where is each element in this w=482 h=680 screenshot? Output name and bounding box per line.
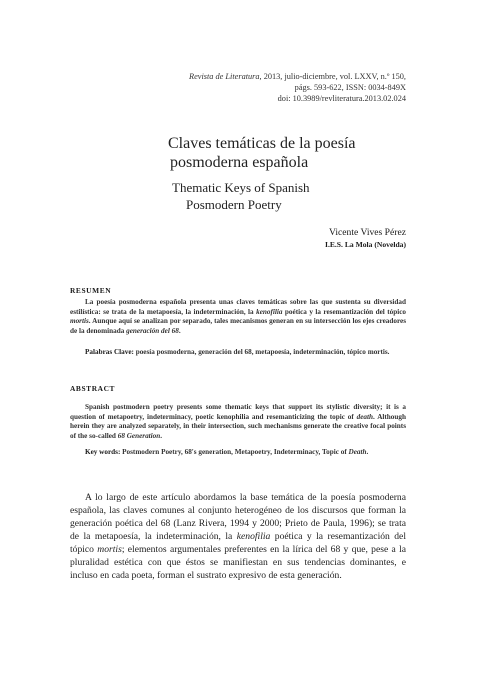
abstract-italic-1: death (356, 412, 373, 421)
title-spanish-line-1: Claves temáticas de la poesía (168, 135, 356, 152)
abstract-text-3: . (160, 431, 163, 440)
resumen-text-4: . (178, 326, 181, 335)
title-english (172, 180, 372, 213)
abstract-text-2: . Although herein they are analyzed separately, in their intersection, such mechanisms generate the creative focal points of the so-called (70, 412, 406, 440)
body-italic-2: mortis (97, 544, 122, 555)
abstract-text (70, 403, 406, 441)
author-block (325, 226, 406, 250)
abstract-heading: ABSTRACT (70, 384, 116, 393)
resumen-italic-2: mortis (70, 317, 89, 326)
resumen-text-1: La poesía posmoderna española presenta unas claves temáticas sobre las que sustenta su diversidad estilística: se trata de la metapoesía, la indeterminación, la (70, 298, 406, 316)
resumen-italic-1: kenofilia (256, 307, 283, 316)
author-name: Vicente Vives Pérez (329, 227, 406, 238)
title-spanish-line-2: posmoderna española (170, 153, 309, 171)
body-paragraph (70, 491, 406, 582)
abstract-italic-2: 68 Generation (117, 431, 161, 440)
title-english-line-2: Posmodern Poetry (186, 196, 282, 212)
title-spanish (168, 135, 408, 172)
resumen-keywords-label: Palabras Clave: (85, 348, 134, 356)
abstract-keywords-label: Key words: (85, 448, 121, 456)
body-italic-1: kenofilia (236, 531, 271, 542)
resumen-italic-3: generación del 68 (126, 326, 179, 335)
journal-name: Revista de Literatura (189, 72, 260, 81)
resumen-heading: RESUMEN (70, 286, 112, 295)
citation-line-1 (76, 71, 406, 82)
citation-details: , 2013, julio-diciembre, vol. LXXV, n.º 150, (259, 72, 406, 81)
body-text-3: ; elementos argumentales preferentes en la lírica del 68 y que, pese a la pluralidad estética con que éstos se manifiestan en sus tendencias dominantes, e incluso en cada poeta, forman el sustrato expresivo de esta generación. (70, 544, 406, 581)
resumen-text (70, 298, 406, 336)
resumen-keywords-text: poesía posmoderna, generación del 68, metapoesía, indeterminación, tópico mortis. (133, 348, 390, 356)
abstract-keywords-italic: Death (348, 448, 367, 456)
body-text-1: A lo largo de este artículo abordamos la base temática de la poesía posmoderna española, las claves comunes al conjunto heterogéneo de los discursos que forman la generación poética del 68 (Lanz Rivera, 1994 y 2000; Prieto de Paula, 1996); se trata de la metapoesía, la indeterminación, la (70, 492, 406, 542)
abstract-keywords (70, 448, 406, 458)
resumen-keywords (70, 348, 406, 358)
author-affiliation: I.E.S. La Mola (Novelda) (324, 240, 406, 249)
citation-pages: págs. 593-622, ISSN: 0034-849X (294, 83, 406, 93)
citation-block (76, 71, 406, 105)
abstract-keywords-text-1: Postmodern Poetry, 68's generation, Metapoetry, Indeterminacy, Topic of (120, 448, 349, 456)
abstract-keywords-text-2: . (366, 448, 369, 456)
body-text-2: poética y la resemantización del tópico (70, 531, 406, 555)
abstract-text-1: Spanish postmodern poetry presents some thematic keys that support its stylistic diversity; it is a question of metapoetry, indeterminacy, poetic kenophilia and resemanticizing the topic of (70, 403, 406, 421)
title-english-line-1: Thematic Keys of Spanish (172, 180, 310, 195)
citation-doi[interactable]: doi: 10.3989/revliteratura.2013.02.024 (277, 94, 406, 104)
resumen-text-3: . Aunque aquí se analizan por separado, tales mecanismos generan en su intersección los ejes creadores de la denominada (70, 317, 406, 335)
resumen-text-2: poética y la resemantización del tópico (282, 307, 407, 316)
